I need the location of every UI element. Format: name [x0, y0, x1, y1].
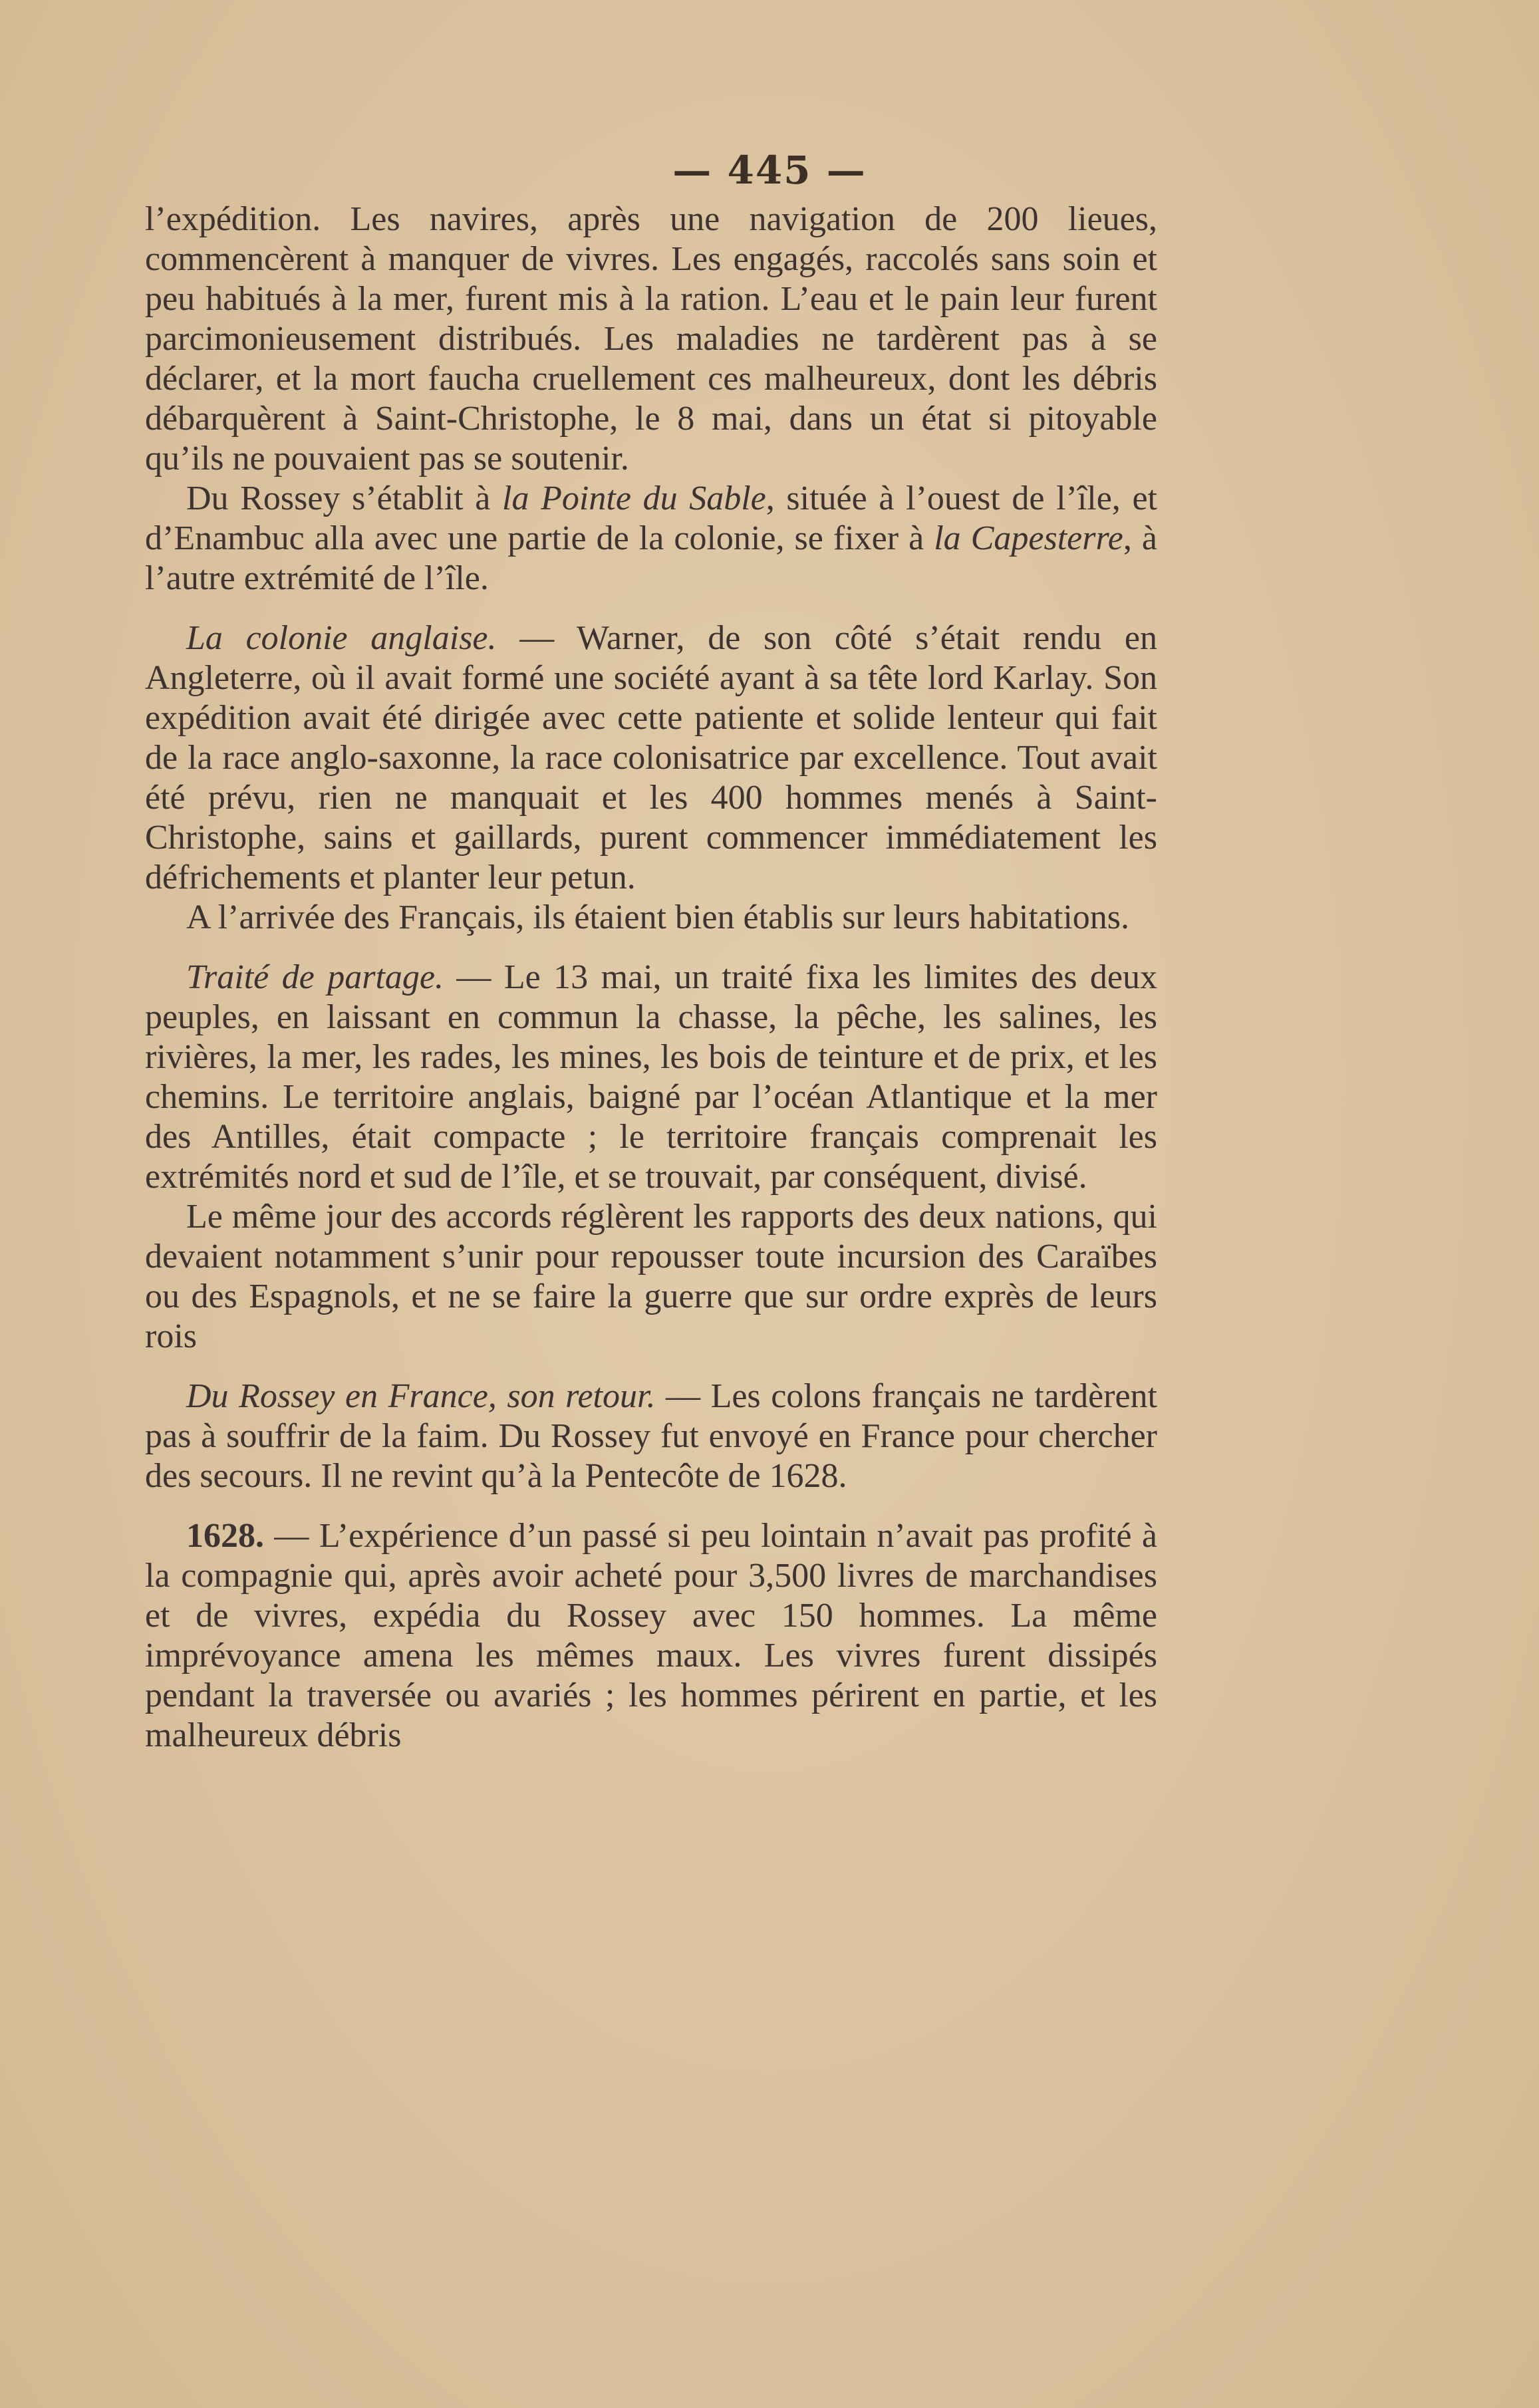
year-heading-1628: 1628.	[186, 1517, 264, 1555]
settlement-text-3: , à l’autre extrémité de l’île.	[145, 519, 1157, 597]
body-text	[145, 200, 1157, 1756]
paragraph-treaty	[145, 958, 1157, 1197]
paragraph-arrival: A l’arrivée des Français, ils étaient bien établis sur leurs habitations.	[186, 898, 1130, 936]
section-heading-du-rossey: Du Rossey en France, son retour.	[186, 1377, 656, 1415]
paragraph-accords: Le même jour des accords réglèrent les rapports des deux nations, qui devaient notamment s’unir pour repousser toute incursion des Caraïbes ou des Espagnols, et ne se faire la guerre que sur ordre exprès de leurs rois	[145, 1198, 1157, 1355]
section-heading-english-colony: La colonie anglaise.	[186, 619, 497, 657]
paragraph-expedition: l’expédition. Les navires, après une navigation de 200 lieues, commencèrent à manquer de vivres. Les engagés, raccolés sans soin et peu habitués à la mer, furent mis à la ration. L’eau et le pain leur furent parcimonieusement distribués. Les maladies ne tardèrent pas à se déclarer, et la mort faucha cruellement ces malheureux, dont les débris débarquèrent à Saint-Christophe, le 8 mai, dans un état si pitoyable qu’ils ne pouvaient pas se soutenir.	[145, 200, 1157, 477]
settlement-text-2: , située à l’ouest de l’île, et d’Enambuc alla avec une partie de la colonie, se fixer à	[145, 479, 1158, 557]
english-colony-text: — Warner, de son côté s’était rendu en Angleterre, où il avait formé une société ayant à sa tête lord Karlay. Son expédition avait été dirigée avec cette patiente et solide lenteur qui fait de la race anglo-saxonne, la race colonisatrice par excellence. Tout avait été prévu, rien ne manquait et les 400 hommes menés à Saint-Christophe, sains et gaillards, purent commencer immédiatement les défrichements et planter leur petun.	[145, 619, 1157, 896]
paragraph-1628	[145, 1516, 1157, 1756]
paragraph-english-colony	[145, 618, 1157, 898]
treaty-text: — Le 13 mai, un traité fixa les limites des deux peuples, en laissant en commun la chasse, la pêche, les salines, les rivières, la mer, les rades, les mines, les bois de teinture et de prix, et les chemins. Le territoire anglais, baigné par l’océan Atlantique et la mer des Antilles, était compacte ; le territoire français comprenait les extrémités nord et sud de l’île, et se trouvait, par conséquent, divisé.	[145, 958, 1157, 1196]
section-heading-treaty: Traité de partage.	[186, 958, 444, 996]
paragraph-du-rossey-return	[145, 1377, 1157, 1496]
settlement-text-1: Du Rossey s’établit à	[186, 479, 503, 517]
du-rossey-text: — Les colons français ne tardèrent pas à souffrir de la faim. Du Rossey fut envoyé en France pour chercher des secours. Il ne revint qu’à la Pentecôte de 1628.	[145, 1377, 1157, 1495]
year-1628-text: — L’expérience d’un passé si peu lointain n’avait pas profité à la compagnie qui, après avoir acheté pour 3,500 livres de marchandises et de vivres, expédia du Rossey avec 150 hommes. La même imprévoyance amena les mêmes maux. Les vivres furent dissipés pendant la traversée ou avariés ; les hommes périrent en partie, et les malheureux débris	[145, 1517, 1157, 1754]
page-number: — 445 —	[672, 148, 867, 193]
place-pointe-du-sable: la Pointe du Sable	[502, 479, 766, 517]
place-capesterre: la Capesterre	[934, 519, 1123, 557]
paragraph-settlement	[145, 479, 1157, 599]
